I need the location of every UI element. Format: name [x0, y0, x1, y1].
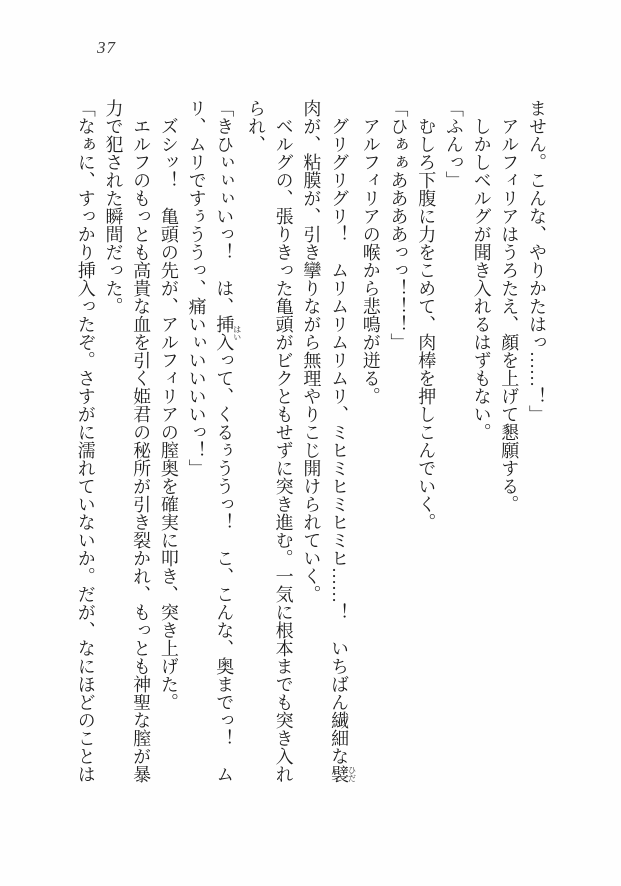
- text-line: アルフィリアの喉から悲鳴が迸る。: [360, 117, 381, 405]
- text-line: 「きひぃぃぃいっ！ は、挿入はいって、くるぅううっ！ こ、こんな、奥までっ！ ム: [214, 99, 242, 783]
- text-line: 「ひぁぁああああっっ！！！」: [388, 99, 409, 351]
- text-line: ベルグの、張りきった亀頭がビクともせずに突き進む。一気に根本までも突き入れ: [273, 117, 294, 783]
- text-line: 肉が、粘膜が、引き攣りながら無理やりこじ開けられていく。: [301, 99, 322, 603]
- ruby-annotated-word: 挿入はい: [214, 315, 242, 351]
- novel-text-block: [71, 99, 550, 787]
- text-line: グリグリグリ！ ムリムリムリムリ、ミヒミヒミヒミヒ……！ いちばん繊細な襞ひだ: [329, 117, 357, 783]
- text-line: ズシッ！ 亀頭の先が、アルフィリアの膣奥を確実に叩き、突き上げた。: [158, 117, 179, 711]
- text-line: リ、ムリですぅううっ、痛いぃいいいいっ！」: [186, 99, 207, 477]
- text-line: られ、: [245, 99, 266, 153]
- page-number: 37: [97, 38, 116, 57]
- text-line: エルフのもっとも高貴な血を引く姫君の秘所が引き裂かれ、もっとも神聖な膣が暴: [131, 117, 152, 783]
- text-line: 力で犯された瞬間だった。: [103, 99, 124, 315]
- text-line: アルフィリアはうろたえ、顔を上げて懇願する。: [499, 117, 520, 513]
- text-line: ません。こんな、やりかたはっ……！」: [527, 99, 547, 423]
- ruby-annotated-word: 襞ひだ: [329, 765, 357, 783]
- text-line: 「なぁに、すっかり挿入ったぞ。さすがに濡れていないか。だが、なにほどのことは: [75, 99, 96, 783]
- text-line: むしろ下腹に力をこめて、肉棒を押しこんでいく。: [416, 117, 437, 531]
- text-line: しかしベルグが聞き入れるはずもない。: [471, 117, 492, 441]
- text-line: 「ふんっ」: [443, 99, 464, 189]
